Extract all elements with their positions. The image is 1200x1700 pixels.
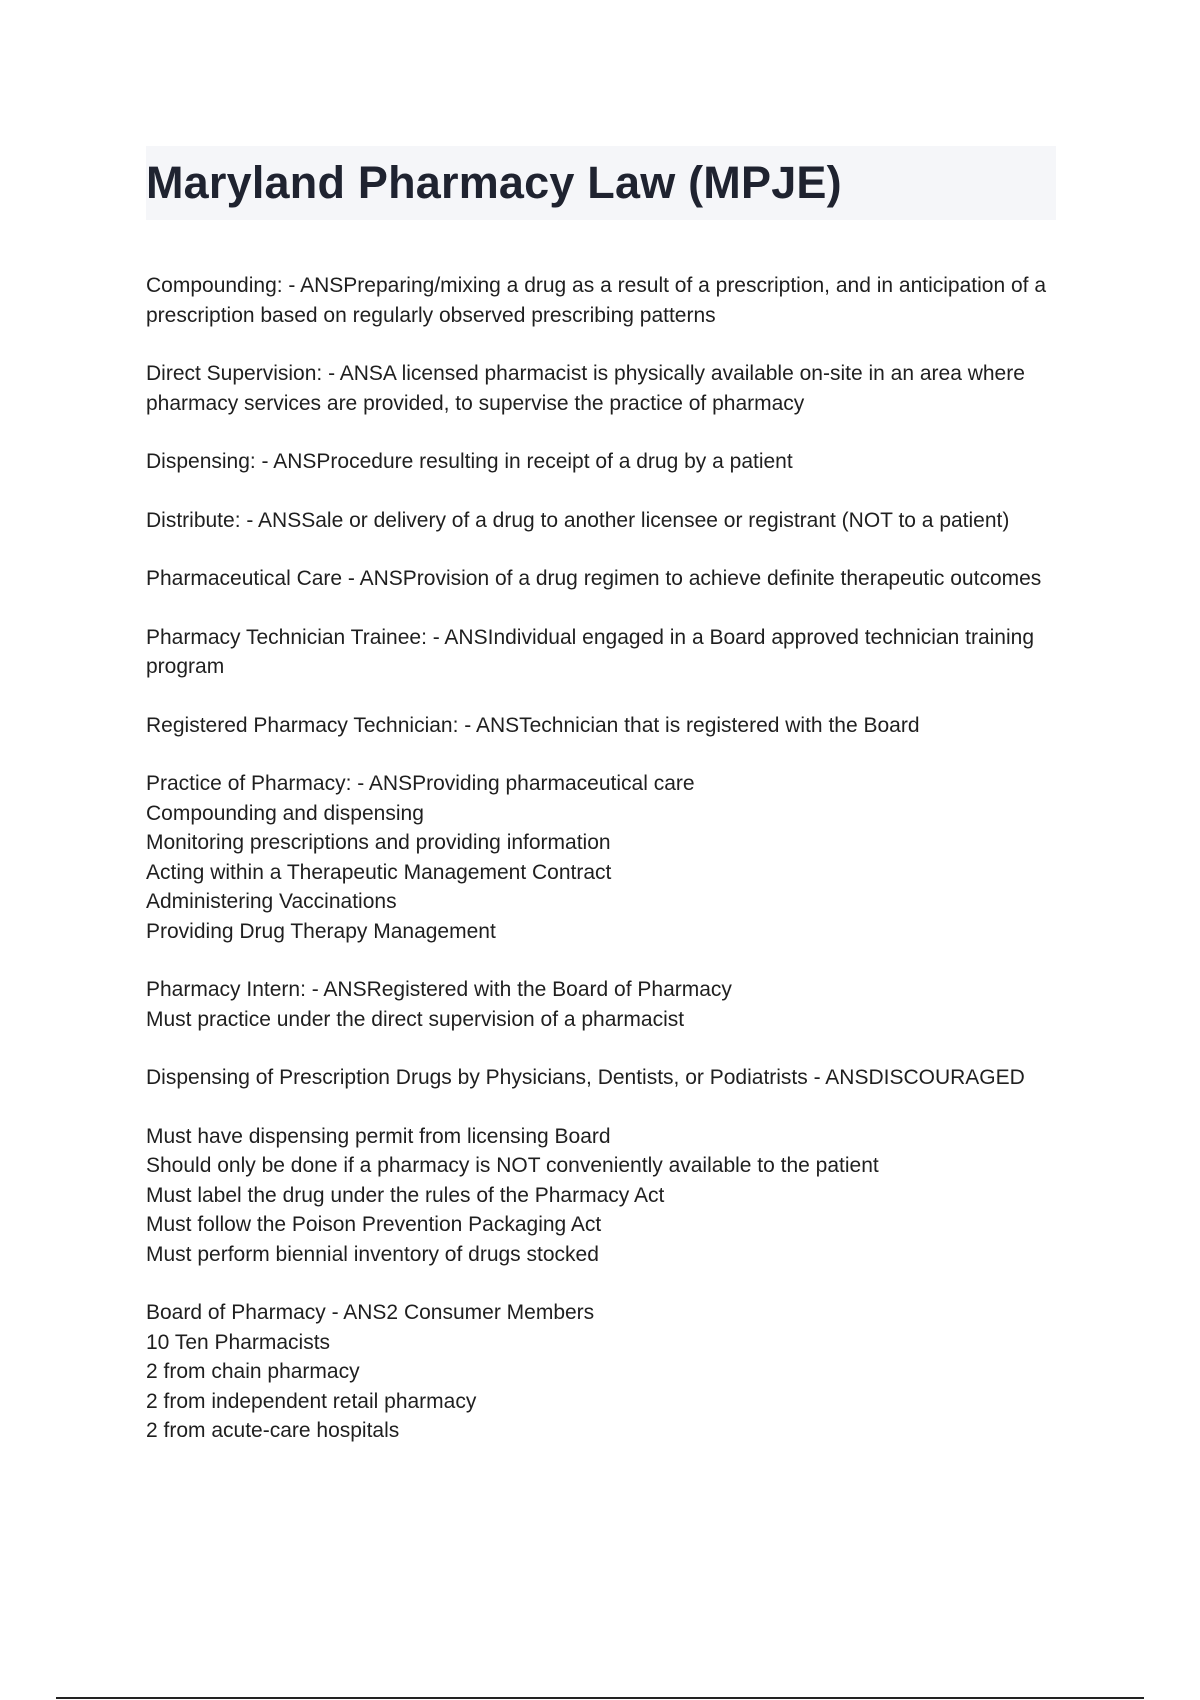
entry-line: 2 from independent retail pharmacy — [146, 1389, 477, 1413]
entry-line: 10 Ten Pharmacists — [146, 1330, 331, 1354]
definition-entry — [146, 623, 1066, 682]
definition-entry — [146, 564, 1066, 594]
entry-line: Practice of Pharmacy: - ANSProviding pharmaceutical care — [146, 772, 695, 795]
footer-divider — [56, 1697, 1144, 1699]
definition-entry — [146, 271, 1066, 330]
entry-line: Compounding and dispensing — [146, 801, 424, 825]
entry-line: Must label the drug under the rules of the Pharmacy Act — [146, 1183, 665, 1207]
entry-line: Distribute: - ANSSale or delivery of a drug to another licensee or registrant (NOT to a patient) — [146, 508, 1010, 532]
document-body — [146, 271, 1066, 1475]
entry-line: Dispensing of Prescription Drugs by Physicians, Dentists, or Podiatrists - ANSDISCOURAGED — [146, 1066, 1025, 1089]
entry-line: Direct Supervision: - ANSA licensed pharmacist is physically available on-site in an area where pharmacy services are provided, to supervise the practice of pharmacy — [146, 362, 1025, 415]
entry-line: Compounding: - ANSPreparing/mixing a drug as a result of a prescription, and in anticipation of a prescription based on regularly observed prescribing patterns — [146, 274, 1047, 327]
entry-line: Providing Drug Therapy Management — [146, 919, 496, 943]
entry-line: Pharmaceutical Care - ANSProvision of a drug regimen to achieve definite therapeutic outcomes — [146, 567, 1042, 590]
entry-line: Acting within a Therapeutic Management Contract — [146, 860, 612, 884]
entry-line: Administering Vaccinations — [146, 890, 397, 913]
entry-line: Dispensing: - ANSProcedure resulting in receipt of a drug by a patient — [146, 450, 793, 473]
definition-entry — [146, 975, 1066, 1034]
entry-line: Pharmacy Intern: - ANSRegistered with the Board of Pharmacy — [146, 978, 732, 1001]
definition-entry — [146, 506, 1066, 536]
entry-line: Must practice under the direct supervision of a pharmacist — [146, 1007, 685, 1031]
definition-entry — [146, 359, 1066, 418]
definition-entry — [146, 1298, 1066, 1446]
definition-entry — [146, 447, 1066, 477]
entry-line: Pharmacy Technician Trainee: - ANSIndividual engaged in a Board approved technician training program — [146, 625, 1034, 678]
definition-entry — [146, 1063, 1066, 1093]
entry-line: Monitoring prescriptions and providing information — [146, 831, 611, 854]
entry-line: 2 from chain pharmacy — [146, 1360, 360, 1383]
entry-line: Must follow the Poison Prevention Packaging Act — [146, 1213, 602, 1236]
definition-entry — [146, 1122, 1066, 1270]
entry-line: Board of Pharmacy - ANS2 Consumer Members — [146, 1301, 595, 1324]
entry-line: Registered Pharmacy Technician: - ANSTechnician that is registered with the Board — [146, 713, 920, 737]
title-banner — [146, 146, 1056, 220]
entry-line: Must perform biennial inventory of drugs stocked — [146, 1242, 599, 1266]
entry-line: 2 from acute-care hospitals — [146, 1419, 400, 1442]
page-title: Maryland Pharmacy Law (MPJE) — [146, 157, 842, 208]
definition-entry — [146, 769, 1066, 946]
entry-line: Must have dispensing permit from licensing Board — [146, 1124, 611, 1148]
entry-line: Should only be done if a pharmacy is NOT conveniently available to the patient — [146, 1154, 879, 1177]
definition-entry — [146, 711, 1066, 741]
